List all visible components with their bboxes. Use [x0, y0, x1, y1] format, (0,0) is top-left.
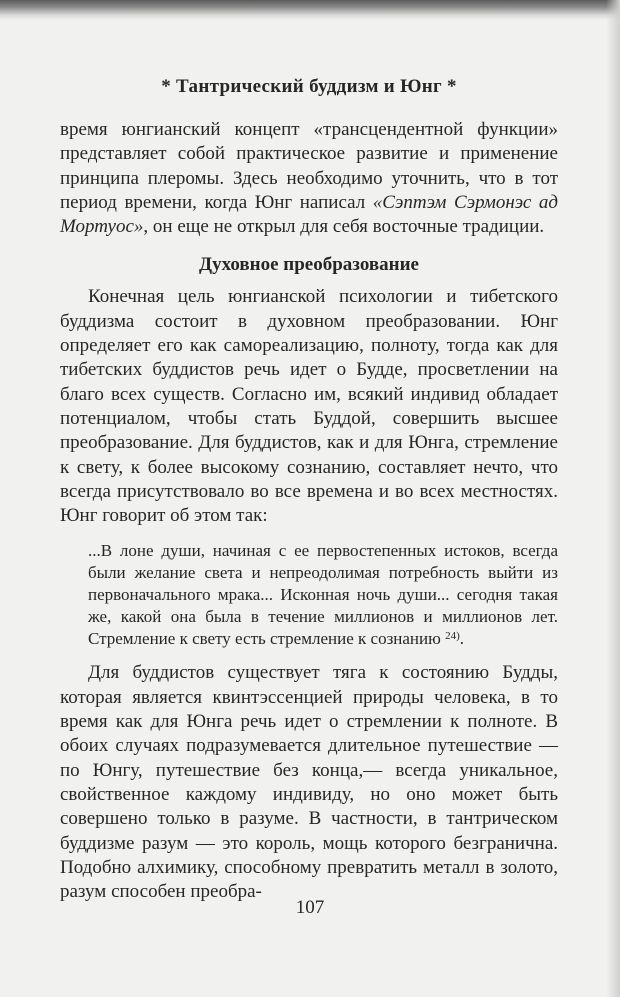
paragraph-1-text-end: , он еще не открыл для себя восточные традиции. — [143, 216, 545, 238]
book-page — [60, 70, 558, 904]
book-title-italic: «Сэптэм Сэрмонэс ад Мортуос» — [60, 191, 558, 238]
paragraph-1 — [60, 118, 558, 239]
quote-text: ...В лоне души, начиная с ее первостепенных истоков, всегда были желание света и непреодолимая потребность выйти из первоначального мрака... Исконная ночь души... сегодня такая же, какой она была в течение миллионов и миллионов лет. Стремление к свету есть стремление к сознанию — [88, 541, 558, 648]
scan-top-shadow — [0, 0, 620, 20]
section-title: Духовное преобразование — [199, 254, 419, 276]
paragraph-1-text-start: время юнгианский концепт «трансцендентной функции» представляет собой практическое развитие и применение принципа плеромы. Здесь необходимо уточнить, что в тот период времени, когда Юнг написал — [60, 119, 558, 213]
block-quote — [88, 540, 558, 649]
running-head: * Тантрический буддизм и Юнг * — [161, 76, 457, 97]
paragraph-3: Для буддистов существует тяга к состоянию Будды, которая является квинтэссенцией природы человека, в то время как для Юнга речь идет о стремлении к полноте. В обоих случаях подразумевается длительное путешествие — по Юнгу, путешествие без конца,— всегда уникальное, свойственное каждому индивиду, но оно может быть совершено только в разуме. В частности, в тантрическом буддизме разум — это король, мощь которого безгранична. Подобно алхимику, способному превратить металл в золото, разум способен преобра- — [60, 662, 558, 903]
paragraph-2: Конечная цель юнгианской психологии и тибетского буддизма состоит в духовном преобразовании. Юнг определяет его как самореализацию, полноту, тогда как для тибетских буддистов речь идет о Будде, просветлении на благо всех существ. Согласно им, всякий индивид обладает потенциалом, чтобы стать Буддой, совершить высшее преобразование. Для буддистов, как и для Юнга, стремление к свету, к более высокому сознанию, составляет нечто, что всегда присутствовало во все времена и во всех местностях. Юнг говорит об этом так: — [60, 286, 558, 527]
footnote-reference: 24) — [445, 629, 460, 642]
page-number: 107 — [295, 897, 325, 918]
scan-right-edge — [606, 0, 620, 997]
quote-end: . — [459, 628, 464, 648]
